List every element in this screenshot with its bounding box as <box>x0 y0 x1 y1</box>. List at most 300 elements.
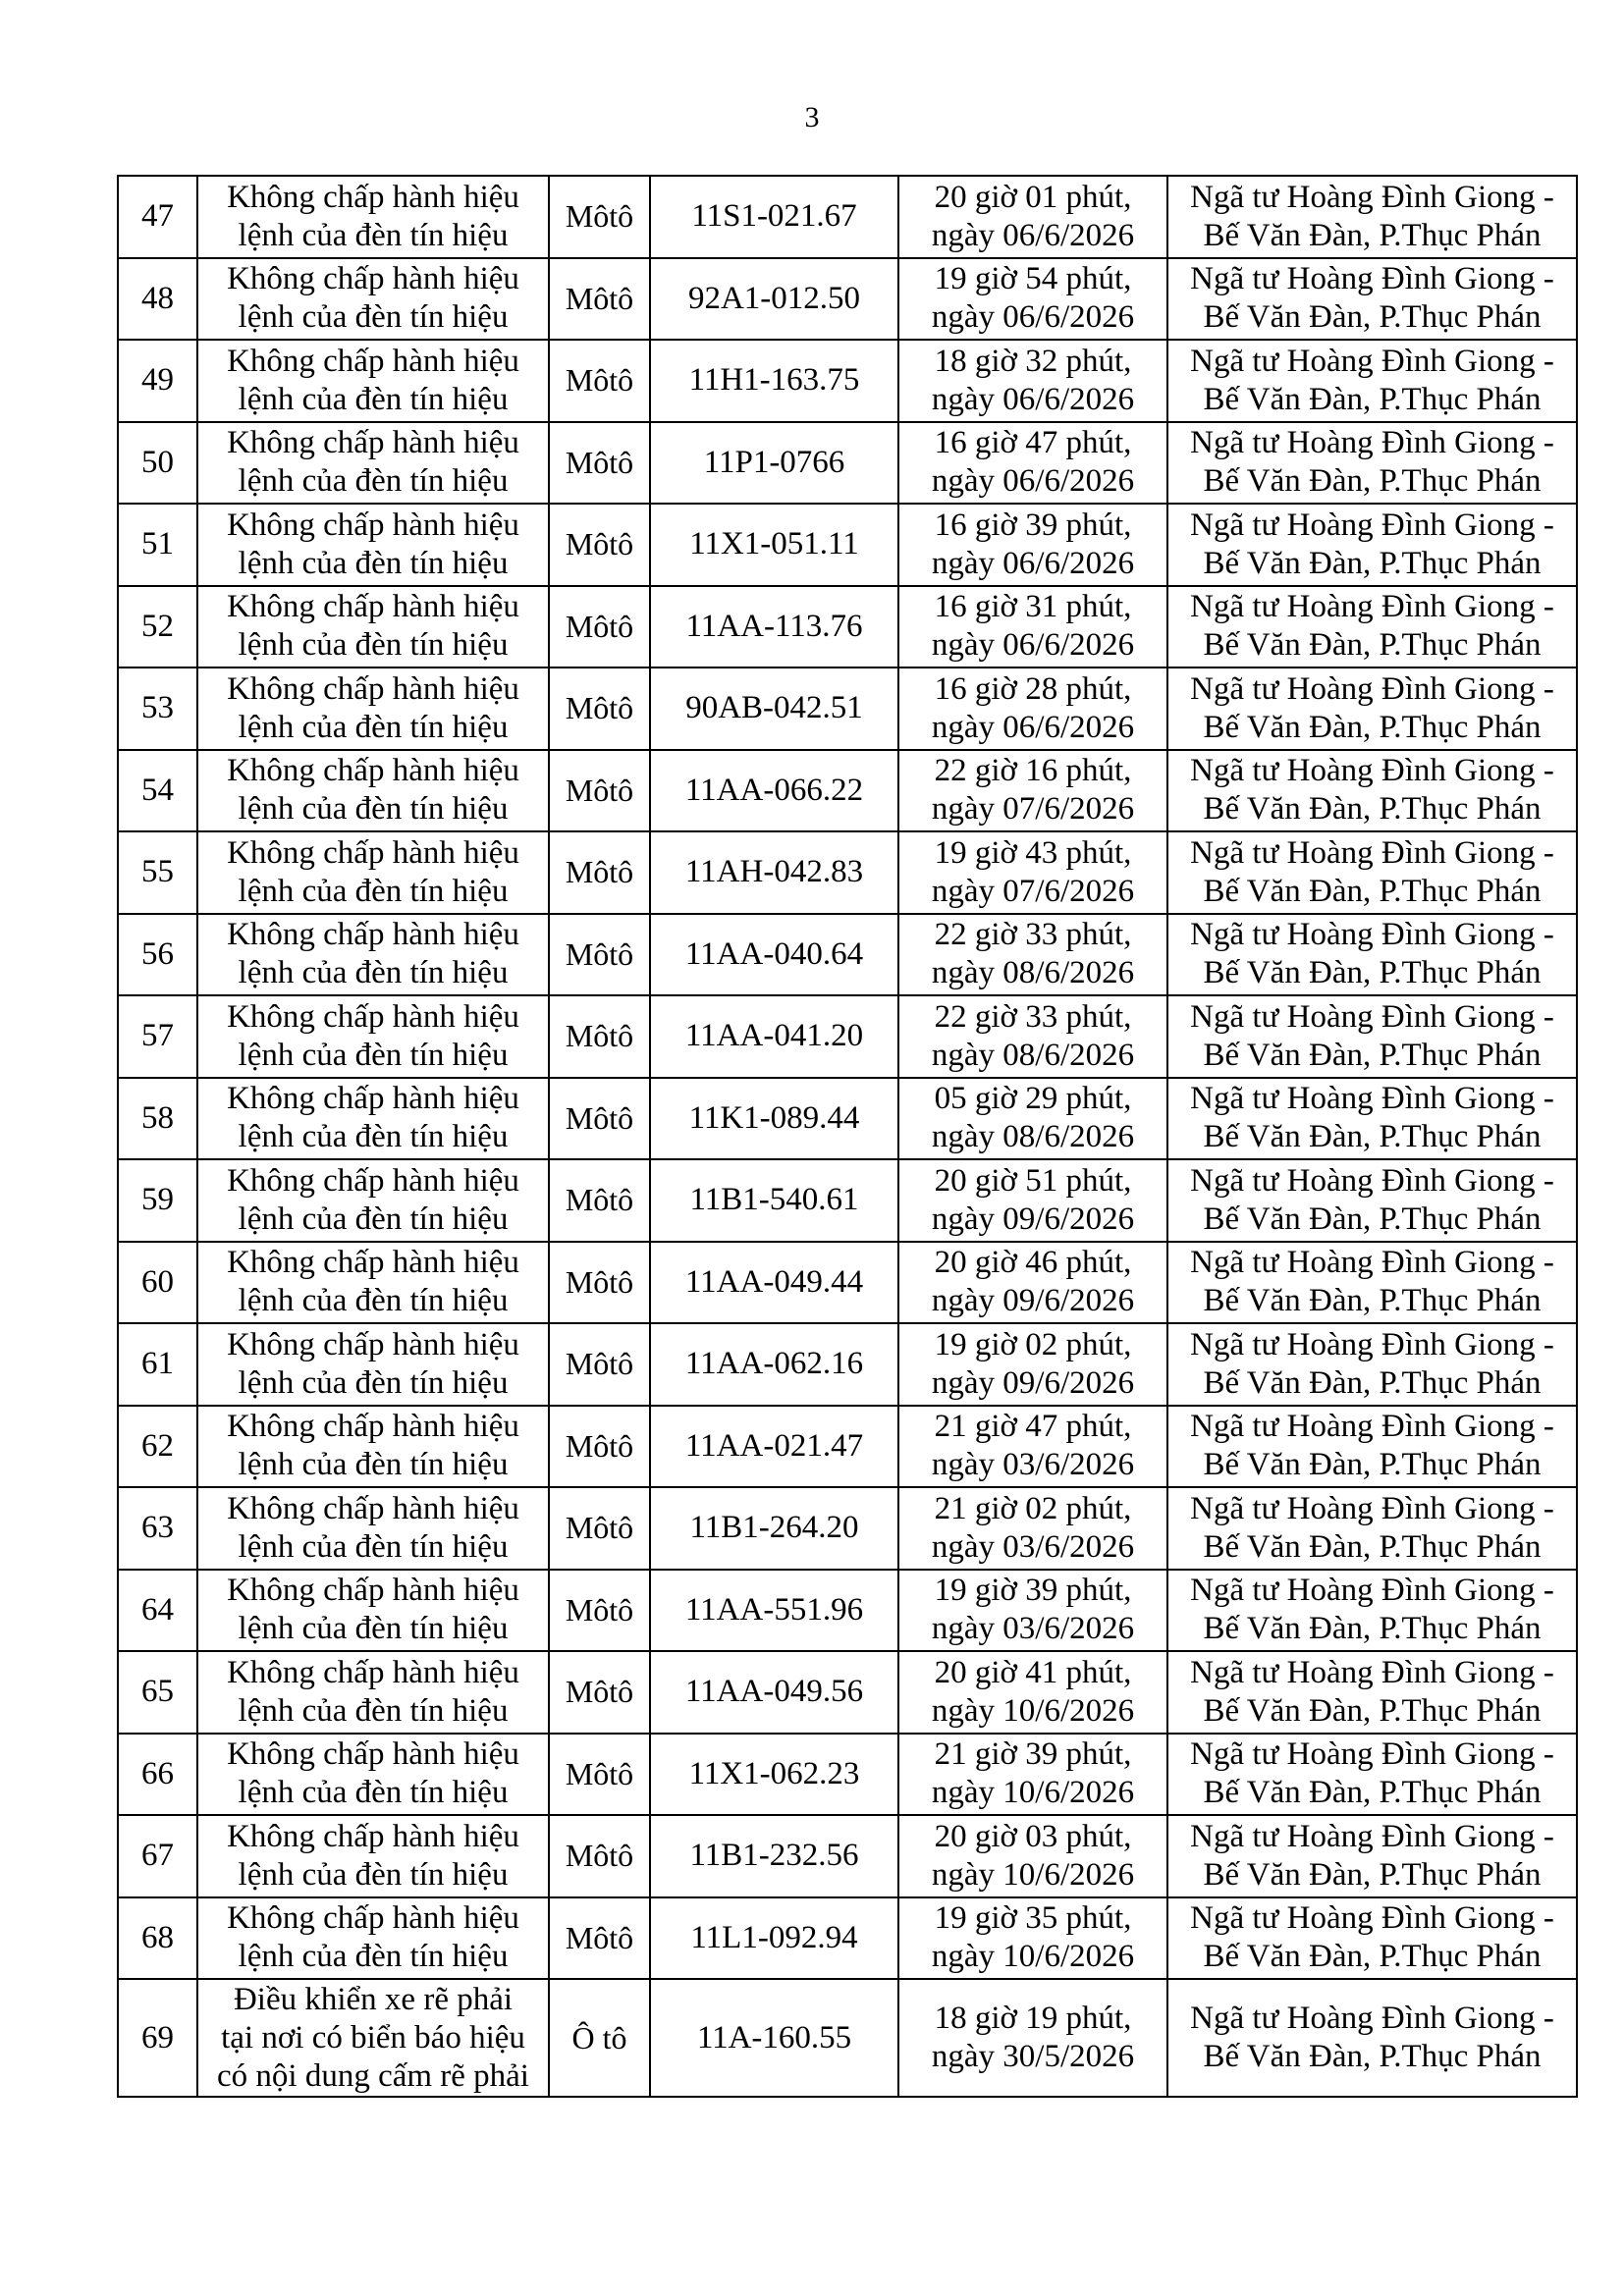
row-number: 59 <box>141 1182 174 1218</box>
time-cell <box>898 586 1167 668</box>
violation-text-line: Không chấp hành hiệu <box>227 1573 519 1609</box>
location-line: Bế Văn Đàn, P.Thục Phán <box>1203 2039 1542 2074</box>
violation-text-line: lệnh của đèn tín hiệu <box>238 1037 509 1073</box>
violations-table <box>117 175 1578 2098</box>
time-cell <box>898 1242 1167 1324</box>
vehicle-type-cell <box>549 1159 650 1242</box>
violation-cell <box>197 1487 549 1570</box>
row-number: 58 <box>141 1099 174 1136</box>
license-plate: 11AA-062.16 <box>684 1346 864 1382</box>
location-cell <box>1167 504 1577 586</box>
table-row <box>118 1815 1577 1897</box>
violation-date: ngày 03/6/2026 <box>931 1611 1135 1647</box>
table-row <box>118 831 1577 914</box>
row-number: 51 <box>141 526 174 562</box>
row-number: 50 <box>141 444 174 480</box>
table-row <box>118 504 1577 586</box>
violation-text-line: lệnh của đèn tín hiệu <box>238 709 509 745</box>
vehicle-type: Môtô <box>565 362 634 399</box>
violation-time: 19 giờ 02 phút, <box>934 1326 1132 1362</box>
violation-text-line: lệnh của đèn tín hiệu <box>238 545 509 581</box>
vehicle-type: Môtô <box>565 1674 634 1710</box>
location-cell <box>1167 914 1577 996</box>
violation-time: 19 giờ 43 phút, <box>934 834 1132 871</box>
vehicle-type-cell <box>549 1078 650 1160</box>
row-number-cell <box>118 504 197 586</box>
violation-cell <box>197 258 549 341</box>
vehicle-type: Môtô <box>565 526 634 562</box>
violation-cell <box>197 667 549 750</box>
location-line: Ngã tư Hoàng Đình Giong - <box>1190 1409 1554 1445</box>
license-plate-cell <box>650 1159 898 1242</box>
license-plate-cell <box>650 422 898 505</box>
location-line: Ngã tư Hoàng Đình Giong - <box>1190 507 1554 543</box>
vehicle-type: Môtô <box>565 1427 634 1464</box>
location-line: Bế Văn Đàn, P.Thục Phán <box>1203 791 1542 828</box>
location-line: Bế Văn Đàn, P.Thục Phán <box>1203 1611 1542 1647</box>
violation-cell <box>197 1897 549 1980</box>
table-row <box>118 1078 1577 1160</box>
violation-date: ngày 06/6/2026 <box>931 381 1135 417</box>
location-cell <box>1167 422 1577 505</box>
location-cell <box>1167 1406 1577 1488</box>
location-line: Ngã tư Hoàng Đình Giong - <box>1190 670 1554 707</box>
location-line: Ngã tư Hoàng Đình Giong - <box>1190 261 1554 297</box>
location-line: Bế Văn Đàn, P.Thục Phán <box>1203 1528 1542 1565</box>
violation-text-line: Không chấp hành hiệu <box>227 1245 519 1281</box>
violation-date: ngày 06/6/2026 <box>931 709 1135 745</box>
license-plate-cell <box>650 176 898 258</box>
time-cell <box>898 1406 1167 1488</box>
vehicle-type-cell <box>549 750 650 832</box>
violation-cell <box>197 1734 549 1816</box>
license-plate: 11A-160.55 <box>696 2019 852 2056</box>
vehicle-type-cell <box>549 1734 650 1816</box>
violation-cell <box>197 1651 549 1734</box>
time-cell <box>898 831 1167 914</box>
violation-time: 16 giờ 47 phút, <box>934 425 1132 461</box>
violation-text-line: Không chấp hành hiệu <box>227 1326 519 1362</box>
time-cell <box>898 422 1167 505</box>
time-cell <box>898 504 1167 586</box>
time-cell <box>898 1323 1167 1406</box>
table-row <box>118 1406 1577 1488</box>
vehicle-type: Môtô <box>565 608 634 644</box>
location-line: Ngã tư Hoàng Đình Giong - <box>1190 1654 1554 1690</box>
location-cell <box>1167 176 1577 258</box>
vehicle-type-cell <box>549 995 650 1078</box>
time-cell <box>898 667 1167 750</box>
license-plate-cell <box>650 1897 898 1980</box>
table-row <box>118 1487 1577 1570</box>
location-cell <box>1167 750 1577 832</box>
location-line: Ngã tư Hoàng Đình Giong - <box>1190 1736 1554 1773</box>
table-row <box>118 1323 1577 1406</box>
time-cell <box>898 258 1167 341</box>
license-plate: 11P1-0766 <box>703 444 845 480</box>
violation-time: 22 giờ 33 phút, <box>934 998 1132 1035</box>
location-line: Ngã tư Hoàng Đình Giong - <box>1190 1081 1554 1117</box>
location-cell <box>1167 667 1577 750</box>
violation-text-line: Không chấp hành hiệu <box>227 1081 519 1117</box>
violation-time: 20 giờ 51 phút, <box>934 1162 1132 1199</box>
violation-text-line: lệnh của đèn tín hiệu <box>238 1364 509 1401</box>
row-number-cell <box>118 914 197 996</box>
location-cell <box>1167 1979 1577 2097</box>
row-number-cell <box>118 422 197 505</box>
location-line: Ngã tư Hoàng Đình Giong - <box>1190 834 1554 871</box>
violation-time: 22 giờ 33 phút, <box>934 917 1132 953</box>
location-cell <box>1167 1734 1577 1816</box>
violation-text-line: lệnh của đèn tín hiệu <box>238 955 509 991</box>
location-line: Ngã tư Hoàng Đình Giong - <box>1190 998 1554 1035</box>
row-number: 68 <box>141 1919 174 1955</box>
violation-time: 21 giờ 39 phút, <box>934 1736 1132 1773</box>
time-cell <box>898 1487 1167 1570</box>
location-line: Bế Văn Đàn, P.Thục Phán <box>1203 1856 1542 1893</box>
license-plate-cell <box>650 1242 898 1324</box>
violation-cell <box>197 340 549 422</box>
violation-cell <box>197 1406 549 1488</box>
vehicle-type: Môtô <box>565 854 634 890</box>
violation-text-line: Không chấp hành hiệu <box>227 1900 519 1937</box>
license-plate: 11B1-232.56 <box>689 1838 859 1874</box>
table-row <box>118 258 1577 341</box>
violation-date: ngày 09/6/2026 <box>931 1364 1135 1401</box>
location-line: Ngã tư Hoàng Đình Giong - <box>1190 753 1554 789</box>
license-plate: 11AA-049.56 <box>684 1674 864 1710</box>
license-plate: 11AA-041.20 <box>684 1018 864 1054</box>
violation-text-line: lệnh của đèn tín hiệu <box>238 1692 509 1729</box>
location-line: Bế Văn Đàn, P.Thục Phán <box>1203 217 1542 253</box>
violation-date: ngày 08/6/2026 <box>931 1037 1135 1073</box>
location-line: Bế Văn Đàn, P.Thục Phán <box>1203 1692 1542 1729</box>
location-line: Ngã tư Hoàng Đình Giong - <box>1190 1573 1554 1609</box>
license-plate: 11X1-051.11 <box>689 526 859 562</box>
vehicle-type: Môtô <box>565 1838 634 1874</box>
violation-text-line: lệnh của đèn tín hiệu <box>238 1283 509 1319</box>
row-number: 52 <box>141 608 174 644</box>
license-plate-cell <box>650 995 898 1078</box>
license-plate: 11B1-540.61 <box>689 1182 859 1218</box>
violation-date: ngày 08/6/2026 <box>931 1119 1135 1155</box>
violation-date: ngày 03/6/2026 <box>931 1528 1135 1565</box>
violation-text-line: Không chấp hành hiệu <box>227 1409 519 1445</box>
violation-text-line: có nội dung cấm rẽ phải <box>217 2057 529 2094</box>
location-cell <box>1167 1078 1577 1160</box>
license-plate-cell <box>650 258 898 341</box>
violation-text-line: Không chấp hành hiệu <box>227 1654 519 1690</box>
vehicle-type: Môtô <box>565 1346 634 1382</box>
vehicle-type: Môtô <box>565 1182 634 1218</box>
violation-cell <box>197 422 549 505</box>
location-line: Ngã tư Hoàng Đình Giong - <box>1190 1326 1554 1362</box>
location-line: Ngã tư Hoàng Đình Giong - <box>1190 1900 1554 1937</box>
table-row <box>118 1570 1577 1652</box>
violation-text-line: lệnh của đèn tín hiệu <box>238 1528 509 1565</box>
row-number-cell <box>118 586 197 668</box>
violation-text-line: lệnh của đèn tín hiệu <box>238 381 509 417</box>
vehicle-type: Môtô <box>565 772 634 808</box>
row-number-cell <box>118 1406 197 1488</box>
violation-text-line: Không chấp hành hiệu <box>227 589 519 625</box>
vehicle-type: Môtô <box>565 1018 634 1054</box>
violation-text-line: lệnh của đèn tín hiệu <box>238 1939 509 1975</box>
vehicle-type-cell <box>549 176 650 258</box>
violation-cell <box>197 1242 549 1324</box>
license-plate-cell <box>650 1406 898 1488</box>
violation-cell <box>197 1159 549 1242</box>
time-cell <box>898 1651 1167 1734</box>
row-number-cell <box>118 1979 197 2097</box>
violation-time: 19 giờ 39 phút, <box>934 1573 1132 1609</box>
row-number-cell <box>118 1570 197 1652</box>
location-cell <box>1167 1323 1577 1406</box>
violation-text-line: lệnh của đèn tín hiệu <box>238 463 509 500</box>
location-line: Bế Văn Đàn, P.Thục Phán <box>1203 709 1542 745</box>
location-line: Ngã tư Hoàng Đình Giong - <box>1190 1162 1554 1199</box>
location-line: Bế Văn Đàn, P.Thục Phán <box>1203 1364 1542 1401</box>
location-line: Ngã tư Hoàng Đình Giong - <box>1190 425 1554 461</box>
license-plate-cell <box>650 1078 898 1160</box>
location-line: Bế Văn Đàn, P.Thục Phán <box>1203 873 1542 909</box>
vehicle-type-cell <box>549 914 650 996</box>
location-cell <box>1167 995 1577 1078</box>
row-number-cell <box>118 750 197 832</box>
violation-date: ngày 06/6/2026 <box>931 463 1135 500</box>
table-row <box>118 914 1577 996</box>
violation-date: ngày 10/6/2026 <box>931 1692 1135 1729</box>
row-number-cell <box>118 1159 197 1242</box>
location-line: Ngã tư Hoàng Đình Giong - <box>1190 343 1554 379</box>
row-number: 64 <box>141 1591 174 1628</box>
vehicle-type: Môtô <box>565 280 634 316</box>
row-number: 69 <box>141 2019 174 2056</box>
violation-text-line: Không chấp hành hiệu <box>227 425 519 461</box>
location-line: Bế Văn Đàn, P.Thục Phán <box>1203 955 1542 991</box>
row-number-cell <box>118 1734 197 1816</box>
row-number-cell <box>118 1242 197 1324</box>
location-line: Ngã tư Hoàng Đình Giong - <box>1190 917 1554 953</box>
time-cell <box>898 340 1167 422</box>
violation-date: ngày 10/6/2026 <box>931 1775 1135 1811</box>
license-plate: 11K1-089.44 <box>688 1099 860 1136</box>
license-plate: 11S1-021.67 <box>691 198 857 235</box>
violation-time: 19 giờ 54 phút, <box>934 261 1132 297</box>
location-line: Bế Văn Đàn, P.Thục Phán <box>1203 627 1542 664</box>
violation-text-line: lệnh của đèn tín hiệu <box>238 873 509 909</box>
violation-text-line: lệnh của đèn tín hiệu <box>238 1119 509 1155</box>
violation-cell <box>197 176 549 258</box>
location-cell <box>1167 1242 1577 1324</box>
vehicle-type: Môtô <box>565 1099 634 1136</box>
location-line: Bế Văn Đàn, P.Thục Phán <box>1203 463 1542 500</box>
location-line: Bế Văn Đàn, P.Thục Phán <box>1203 1447 1542 1483</box>
violation-date: ngày 06/6/2026 <box>931 217 1135 253</box>
license-plate-cell <box>650 586 898 668</box>
time-cell <box>898 176 1167 258</box>
vehicle-type-cell <box>549 1323 650 1406</box>
license-plate: 11AA-551.96 <box>684 1591 864 1628</box>
violation-text-line: Không chấp hành hiệu <box>227 670 519 707</box>
violation-text-line: Không chấp hành hiệu <box>227 1162 519 1199</box>
violation-text-line: lệnh của đèn tín hiệu <box>238 1201 509 1237</box>
location-line: Ngã tư Hoàng Đình Giong - <box>1190 1245 1554 1281</box>
violation-date: ngày 09/6/2026 <box>931 1201 1135 1237</box>
vehicle-type-cell <box>549 422 650 505</box>
vehicle-type: Môtô <box>565 935 634 972</box>
license-plate: 11X1-062.23 <box>688 1755 860 1791</box>
violation-text-line: Không chấp hành hiệu <box>227 343 519 379</box>
violation-date: ngày 08/6/2026 <box>931 955 1135 991</box>
location-line: Bế Văn Đàn, P.Thục Phán <box>1203 1119 1542 1155</box>
vehicle-type-cell <box>549 831 650 914</box>
location-line: Bế Văn Đàn, P.Thục Phán <box>1203 1037 1542 1073</box>
violation-cell <box>197 914 549 996</box>
row-number-cell <box>118 258 197 341</box>
vehicle-type-cell <box>549 1487 650 1570</box>
vehicle-type: Môtô <box>565 1755 634 1791</box>
vehicle-type: Môtô <box>565 198 634 235</box>
violation-time: 22 giờ 16 phút, <box>934 753 1132 789</box>
location-cell <box>1167 258 1577 341</box>
license-plate-cell <box>650 340 898 422</box>
location-line: Ngã tư Hoàng Đình Giong - <box>1190 179 1554 215</box>
time-cell <box>898 1159 1167 1242</box>
license-plate: 11AA-040.64 <box>684 935 864 972</box>
vehicle-type: Môtô <box>565 1510 634 1546</box>
violation-cell <box>197 1815 549 1897</box>
violation-text-line: lệnh của đèn tín hiệu <box>238 1611 509 1647</box>
row-number-cell <box>118 1487 197 1570</box>
row-number-cell <box>118 667 197 750</box>
row-number-cell <box>118 1897 197 1980</box>
license-plate: 11AA-049.44 <box>684 1263 864 1300</box>
violation-cell <box>197 1979 549 2097</box>
location-cell <box>1167 1815 1577 1897</box>
location-line: Ngã tư Hoàng Đình Giong - <box>1190 2001 1554 2036</box>
violation-date: ngày 07/6/2026 <box>931 873 1135 909</box>
vehicle-type-cell <box>549 1570 650 1652</box>
violation-text-line: Không chấp hành hiệu <box>227 507 519 543</box>
row-number: 56 <box>141 935 174 972</box>
row-number: 48 <box>141 280 174 316</box>
table-row <box>118 1242 1577 1324</box>
license-plate-cell <box>650 504 898 586</box>
license-plate-cell <box>650 914 898 996</box>
row-number: 47 <box>141 198 174 235</box>
row-number: 55 <box>141 854 174 890</box>
row-number: 60 <box>141 1263 174 1300</box>
row-number: 54 <box>141 772 174 808</box>
violation-date: ngày 06/6/2026 <box>931 545 1135 581</box>
row-number: 61 <box>141 1346 174 1382</box>
table-row <box>118 1159 1577 1242</box>
vehicle-type-cell <box>549 1897 650 1980</box>
location-line: Ngã tư Hoàng Đình Giong - <box>1190 589 1554 625</box>
violation-text-line: Không chấp hành hiệu <box>227 1736 519 1773</box>
license-plate: 11L1-092.94 <box>690 1919 858 1955</box>
license-plate: 11AA-021.47 <box>684 1427 864 1464</box>
row-number-cell <box>118 1323 197 1406</box>
violation-text-line: tại nơi có biển báo hiệu <box>221 2019 525 2056</box>
violation-date: ngày 30/5/2026 <box>931 2039 1135 2074</box>
vehicle-type-cell <box>549 586 650 668</box>
violation-text-line: Không chấp hành hiệu <box>227 753 519 789</box>
location-cell <box>1167 1487 1577 1570</box>
table-row <box>118 667 1577 750</box>
violation-time: 21 giờ 47 phút, <box>934 1409 1132 1445</box>
time-cell <box>898 1570 1167 1652</box>
location-line: Bế Văn Đàn, P.Thục Phán <box>1203 1939 1542 1975</box>
violation-time: 20 giờ 03 phút, <box>934 1818 1132 1854</box>
violation-time: 16 giờ 28 phút, <box>934 670 1132 707</box>
license-plate: 11AA-113.76 <box>685 608 863 644</box>
table-row <box>118 1734 1577 1816</box>
license-plate: 90AB-042.51 <box>685 690 863 726</box>
license-plate-cell <box>650 1734 898 1816</box>
row-number-cell <box>118 1651 197 1734</box>
violation-time: 20 giờ 46 phút, <box>934 1245 1132 1281</box>
violation-cell <box>197 1323 549 1406</box>
violation-cell <box>197 504 549 586</box>
license-plate-cell <box>650 1487 898 1570</box>
location-cell <box>1167 1570 1577 1652</box>
violation-date: ngày 06/6/2026 <box>931 627 1135 664</box>
vehicle-type-cell <box>549 504 650 586</box>
license-plate-cell <box>650 1570 898 1652</box>
row-number: 49 <box>141 362 174 399</box>
vehicle-type-cell <box>549 258 650 341</box>
location-line: Bế Văn Đàn, P.Thục Phán <box>1203 381 1542 417</box>
location-cell <box>1167 831 1577 914</box>
row-number-cell <box>118 831 197 914</box>
violation-text-line: Không chấp hành hiệu <box>227 261 519 297</box>
table-row <box>118 750 1577 832</box>
row-number-cell <box>118 176 197 258</box>
violation-text-line: Không chấp hành hiệu <box>227 917 519 953</box>
time-cell <box>898 914 1167 996</box>
vehicle-type: Môtô <box>565 1591 634 1628</box>
license-plate: 11B1-264.20 <box>689 1510 859 1546</box>
time-cell <box>898 1979 1167 2097</box>
violation-text-line: Không chấp hành hiệu <box>227 1490 519 1526</box>
row-number: 62 <box>141 1427 174 1464</box>
license-plate-cell <box>650 750 898 832</box>
vehicle-type: Ô tô <box>571 2019 627 2056</box>
violation-text-line: Không chấp hành hiệu <box>227 998 519 1035</box>
row-number-cell <box>118 1078 197 1160</box>
table-row <box>118 586 1577 668</box>
table-row <box>118 422 1577 505</box>
time-cell <box>898 1897 1167 1980</box>
violation-time: 20 giờ 41 phút, <box>934 1654 1132 1690</box>
vehicle-type-cell <box>549 1979 650 2097</box>
violation-cell <box>197 1570 549 1652</box>
location-line: Ngã tư Hoàng Đình Giong - <box>1190 1818 1554 1854</box>
row-number: 63 <box>141 1510 174 1546</box>
row-number: 67 <box>141 1838 174 1874</box>
location-line: Bế Văn Đàn, P.Thục Phán <box>1203 1201 1542 1237</box>
location-cell <box>1167 1159 1577 1242</box>
license-plate-cell <box>650 1323 898 1406</box>
violation-time: 16 giờ 31 phút, <box>934 589 1132 625</box>
violation-text-line: lệnh của đèn tín hiệu <box>238 1856 509 1893</box>
violation-cell <box>197 1078 549 1160</box>
violation-time: 18 giờ 19 phút, <box>934 2001 1132 2036</box>
violation-time: 16 giờ 39 phút, <box>934 507 1132 543</box>
violation-text-line: Điều khiển xe rẽ phải <box>233 1981 514 2017</box>
